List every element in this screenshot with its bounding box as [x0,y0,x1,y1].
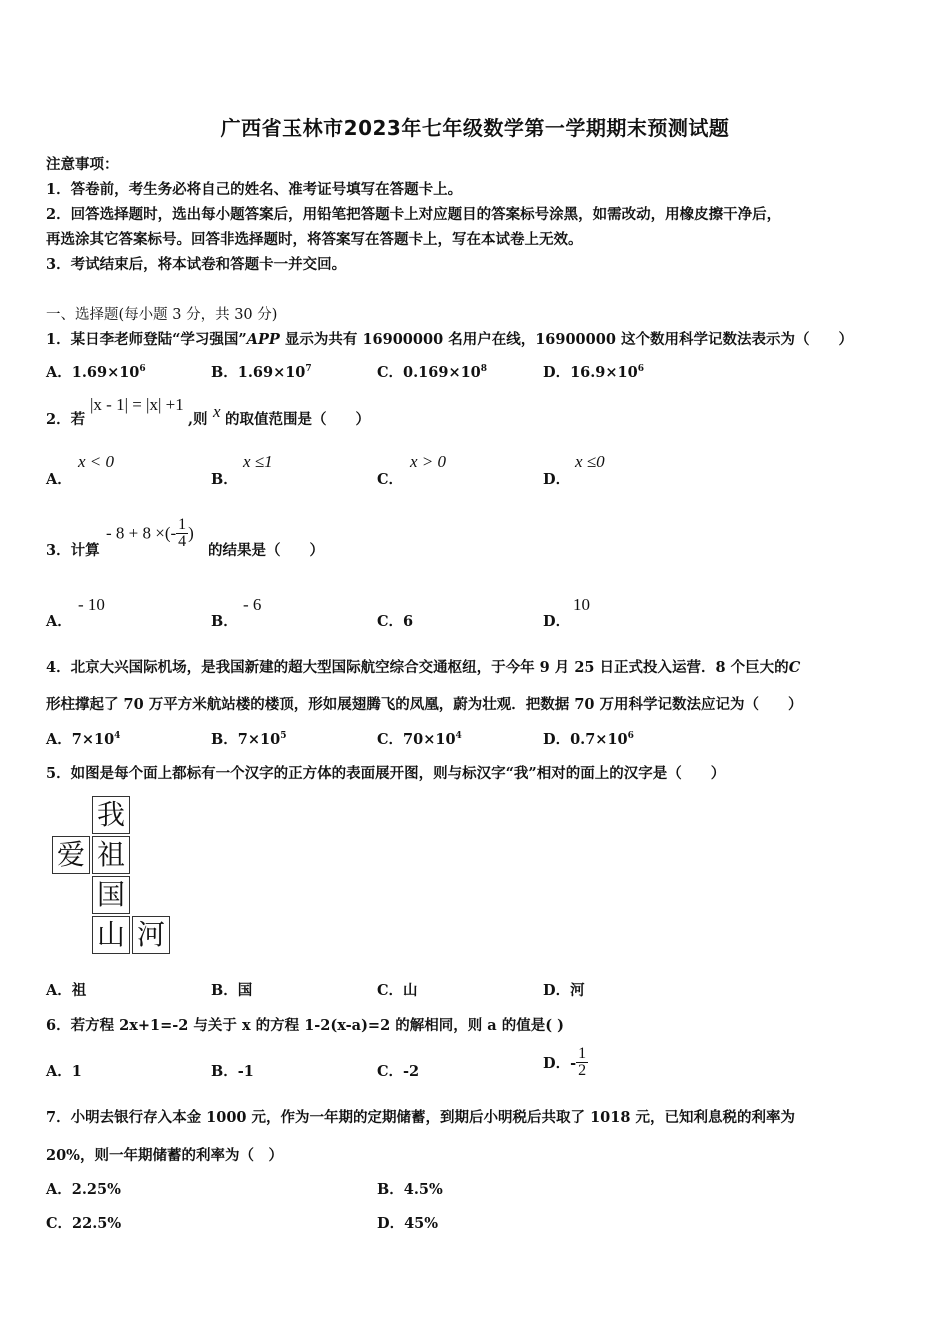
q2-expression: |x - 1| = |x| +1 [90,395,184,414]
q6-option-a[interactable]: A．1 [46,1063,82,1080]
section-heading: 一、选择题(每小题 3 分，共 30 分) [46,307,278,323]
q7-option-c[interactable]: C．22.5% [46,1215,122,1232]
q7-line-1: 7．小明去银行存入本金 1000 元，作为一年期的定期储蓄，到期后小明税后共取了 1018 元，已知利息税的利率为 [46,1109,795,1126]
notice-item-1: 1．答卷前，考生务必将自己的姓名、准考证号填写在答题卡上。 [46,181,463,198]
q1-stem-b: 显示为共有 16900000 名用户在线，16900000 这个数用科学记数法表示为（ ） [279,331,853,348]
page-title: 广西省玉林市2023年七年级数学第一学期期末预测试题 [220,116,730,140]
q3-option-c[interactable]: C．6 [377,613,414,630]
q2-option-c-label[interactable]: C． [377,471,404,488]
q3-fraction: $\frac{1}{4}$ [178,516,187,550]
net-cell-shan: 山 [92,916,130,954]
net-cell-guo: 国 [92,876,130,914]
q6-option-d-fraction: $\frac{1}{2}$ [578,1045,587,1079]
q4-line-1: 4．北京大兴国际机场，是我国新建的超大型国际航空综合交通枢纽，于今年 9 月 25 日正式投入运营．8 个巨大的C [46,659,801,676]
q5-option-c[interactable]: C．山 [377,982,418,999]
q1-stem-app: APP [246,331,280,348]
q2-option-d-label[interactable]: D． [543,471,571,488]
notice-heading: 注意事项： [46,156,119,173]
q5-option-d[interactable]: D．河 [543,982,585,999]
q6-stem: 6．若方程 2x+1=-2 与关于 x 的方程 1-2(x-a)=2 的解相同，则 a 的值是( ) [46,1017,564,1034]
q4-option-b[interactable]: B．$7\times 10^5$ [211,731,287,748]
q2-variable: x [213,402,221,421]
q7-line-2: 20%，则一年期储蓄的利率为（ ） [46,1147,283,1164]
q7-option-d[interactable]: D．45% [377,1215,439,1232]
net-cell-zu: 祖 [92,836,130,874]
q3-option-b-math: - 6 [243,595,262,614]
q2-option-a-math: x < 0 [78,452,115,471]
notice-item-2b: 再选涂其它答案标号。回答非选择题时，将答案写在答题卡上，写在本试卷上无效。 [46,231,583,248]
q1-option-b[interactable]: B．$1.69\times 10^7$ [211,364,312,381]
q3-option-a-label[interactable]: A． [46,613,72,630]
q4-option-a[interactable]: A．$7\times 10^4$ [46,731,121,748]
q5-stem: 5．如图是每个面上都标有一个汉字的正方体的表面展开图，则与标汉字“我”相对的面上的汉字是（ ） [46,765,726,782]
q6-option-d[interactable]: D．- $\frac{1}{2}$ [543,1045,587,1079]
q2-option-a-label[interactable]: A． [46,471,72,488]
q5-option-a[interactable]: A．祖 [46,982,87,999]
q1-stem-a: 1．某日李老师登陆“学习强国” [46,331,247,348]
net-cell-he: 河 [132,916,170,954]
q4-option-c[interactable]: C．$70\times 10^4$ [377,731,462,748]
q2-mid: ,则 [188,411,208,428]
q2-suffix: 的取值范围是（ ） [225,411,370,428]
notice-item-2a: 2．回答选择题时，选出每小题答案后，用铅笔把答题卡上对应题目的答案标号涂黑，如需改动，用橡皮擦干净后， [46,206,782,223]
question-1-stem [46,328,853,349]
q2-prefix: 2．若 [46,411,86,428]
q4-option-d[interactable]: D．$0.7\times 10^6$ [543,731,634,748]
q1-option-c[interactable]: C．$0.169\times 10^8$ [377,364,488,381]
q3-option-b-label[interactable]: B． [211,613,238,630]
q6-option-c[interactable]: C．-2 [377,1063,420,1080]
q3-option-a-math: - 10 [78,595,105,614]
q5-option-b[interactable]: B．国 [211,982,253,999]
q3-option-d-label[interactable]: D． [543,613,571,630]
net-cell-wo: 我 [92,796,130,834]
q3-option-d-math: 10 [573,595,590,614]
q1-option-d[interactable]: D．$16.9\times 10^6$ [543,364,644,381]
q6-option-b[interactable]: B．-1 [211,1063,254,1080]
q3-suffix: 的结果是（ ） [208,542,324,559]
q3-expression: - 8 + 8 ×(- $\frac{1}{4}$ ) [106,516,194,550]
q2-option-d-math: x ≤0 [575,452,605,471]
q2-option-b-math: x ≤1 [243,452,273,471]
notice-item-3: 3．考试结束后，将本试卷和答题卡一并交回。 [46,256,347,273]
q2-option-b-label[interactable]: B． [211,471,238,488]
q3-prefix: 3．计算 [46,542,100,559]
q4-line-2: 形柱撑起了 70 万平方米航站楼的楼顶，形如展翅腾飞的凤凰，蔚为壮观．把数据 70 万用科学记数法应记为（ ） [46,696,803,713]
q7-option-b[interactable]: B．4.5% [377,1181,443,1198]
q2-option-c-math: x > 0 [410,452,447,471]
q7-option-a[interactable]: A．2.25% [46,1181,121,1198]
q1-option-a[interactable]: A．$1.69\times 10^6$ [46,364,146,381]
net-cell-ai: 爱 [52,836,90,874]
